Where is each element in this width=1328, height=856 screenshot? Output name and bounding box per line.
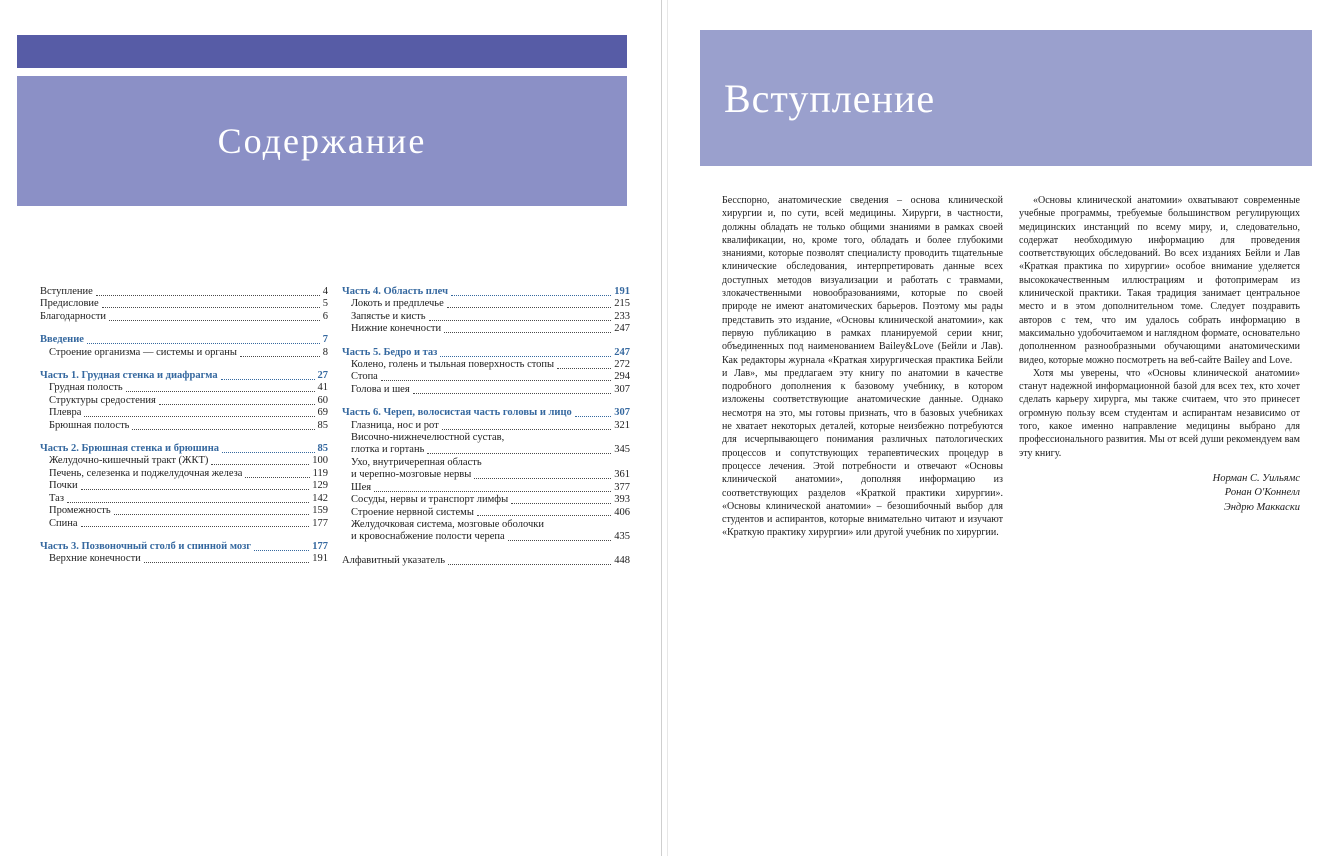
toc-page-number: 191 [614, 286, 630, 297]
toc-entry-label: Промежность [49, 505, 111, 517]
toc-page-number: 377 [614, 481, 630, 493]
toc-entry-label: Благодарности [40, 310, 107, 322]
toc-entry [342, 359, 630, 371]
toc-entry-label: Плевра [49, 407, 82, 419]
toc-page-number: 247 [614, 346, 630, 358]
toc-dot-leader [109, 320, 320, 321]
toc-entry-label: Шея [351, 481, 372, 493]
toc-dot-leader [222, 452, 314, 453]
contents-title: Содержание [217, 121, 427, 161]
toc-dot-leader [144, 562, 309, 563]
introduction-title: Вступление [724, 75, 936, 121]
toc-entry-label: глотка и гортань [351, 444, 425, 456]
signature-line: Эндрю Маккаски [1223, 501, 1300, 513]
toc-page-number: 27 [317, 370, 328, 382]
toc-entry-label: и черепно-мозговые нервы [351, 469, 472, 481]
toc-dot-leader [102, 307, 320, 308]
intro-column-1 [722, 194, 1003, 540]
paragraph: Хотя мы уверены, что «Основы клинической анатомии» станут надежной информационной базой для всех тех, кто хочет сделать карьеру хирурга, мы также считаем, что это принесет огромную пользу всем студентам и аспирантам независимо от того, какое именно направление медицины выбрано для профессионального развития. Мы от всей души рекомендуем вам эту книгу. [1019, 367, 1300, 459]
toc-entry-label: Грудная полость [49, 382, 123, 394]
toc-entry-label: Часть 4. Область плеч [342, 286, 449, 297]
toc-dot-leader [557, 368, 611, 369]
toc-page-number: 4 [322, 286, 328, 297]
toc-dot-leader [81, 489, 310, 490]
toc-dot-leader [429, 320, 612, 321]
toc-dot-leader [159, 404, 315, 405]
toc-dot-leader [477, 515, 611, 516]
toc-entry-label: Введение [40, 334, 84, 346]
toc-page-number: 406 [614, 506, 630, 518]
toc-spacer [342, 396, 630, 407]
toc-page-number: 247 [614, 323, 630, 335]
toc-entry-label: Локоть и предплечье [351, 298, 444, 310]
toc-entry-label: Часть 5. Бедро и таз [342, 346, 438, 358]
toc-page-number: 142 [312, 492, 328, 504]
toc-page-number: 159 [312, 505, 328, 517]
toc-entry-label: Желудочковая система, мозговые оболочки [351, 518, 544, 530]
toc-entry [342, 482, 630, 494]
toc-entry [40, 311, 328, 323]
toc-entry-label: Почки [49, 480, 78, 492]
toc-entry-label: Часть 1. Грудная стенка и диафрагма [40, 370, 218, 382]
toc-heading [342, 407, 630, 419]
toc-heading [40, 334, 328, 346]
toc-dot-leader [511, 503, 611, 504]
toc-page-number: 215 [614, 298, 630, 310]
introduction-banner [700, 30, 1312, 166]
toc-entry [342, 531, 630, 543]
toc-entry-label: Предисловие [40, 298, 99, 310]
toc-page-number: 129 [312, 480, 328, 492]
toc-entry-label: Колено, голень и тыльная поверхность стопы [351, 359, 555, 371]
toc-entry [342, 432, 630, 444]
toc-heading [342, 286, 630, 298]
table-of-contents [40, 286, 630, 567]
toc-entry-label: Строение нервной системы [351, 506, 474, 518]
toc-entry [40, 298, 328, 310]
introduction-page [668, 0, 1328, 856]
toc-entry [342, 519, 630, 531]
toc-entry [40, 286, 328, 298]
toc-page-number: 69 [317, 407, 328, 419]
toc-dot-leader [221, 379, 315, 380]
toc-entry [40, 468, 328, 480]
toc-dot-leader [448, 564, 611, 565]
toc-entry-label: Височно-нижнечелюстной сустав, [351, 432, 505, 444]
toc-entry [40, 455, 328, 467]
toc-entry-label: Структуры средостения [49, 394, 156, 406]
toc-dot-leader [451, 295, 611, 296]
toc-entry [40, 407, 328, 419]
toc-page-number: 321 [614, 419, 630, 431]
toc-dot-leader [81, 526, 310, 527]
toc-page-number: 233 [614, 310, 630, 322]
toc-page-number: 8 [322, 346, 328, 358]
toc-dot-leader [447, 307, 611, 308]
toc-page-number: 361 [614, 469, 630, 481]
toc-page-number: 5 [322, 298, 328, 310]
toc-entry-label: Часть 3. Позвоночный столб и спинной мозг [40, 540, 252, 552]
toc-page-number: 177 [312, 540, 328, 552]
contents-banner-top-strip [17, 35, 627, 68]
paragraph: Бесспорно, анатомические сведения – основа клинической хирургии и, по сути, всей медицины. Хирурги, в частности, должны обладать не только общими знаниями в рамках своей квалификации, но, кроме того, обладать и более глубокими знаниями, которые позволят специалисту проводить тщательные клинические обследования, интерпретировать данные всех доступных методов визуализации и работать с травмами, злокачественными новообразованиями, которые по своей природе не имеют анатомических барьеров. Поэтому мы рады представить это издание, «Основы клинической анатомии», как первую публикацию в рамках планируемой серии книг, объединенных под наименованием Bailey&Love (Бейли и Лав). Как редакторы журнала «Краткая хирургическая практика Бейли и Лав», мы предлагаем эту книгу по анатомии в качестве подробного дополнения к базовому учебнику, в котором изложены соответствующие анатомические данные. Однако несмотря на это, мы готовы признать, что в базовых учебниках не хватает некоторых деталей, которые неизбежно потребуются для исчерпывающего понимания различных патологических процессов и сопутствующих терапевтических процедур в процессе лечения. Этой потребности и отвечают «Основы клинической анатомии», дополняя информацию из соответствующих разделов «Краткой практики хирургии». «Основы клинической анатомии» – безошибочный выбор для студентов и аспирантов, которые внимательно читают и изучают «Краткую практику хирургии» или другой учебник по хирургии. [722, 195, 1003, 539]
toc-page-number: 85 [317, 443, 328, 455]
toc-dot-leader [442, 429, 612, 430]
toc-dot-leader [413, 393, 612, 394]
page-gutter-line [661, 0, 662, 856]
toc-heading [342, 347, 630, 359]
toc-page-number: 448 [614, 554, 630, 566]
toc-entry [342, 494, 630, 506]
toc-entry [342, 311, 630, 323]
toc-entry [342, 371, 630, 383]
toc-dot-leader [211, 464, 309, 465]
signature-line: Ронан О'Коннелл [1224, 487, 1300, 499]
toc-entry [342, 507, 630, 519]
toc-entry-label: Часть 6. Череп, волосистая часть головы и лицо [342, 407, 572, 419]
toc-dot-leader [381, 380, 611, 381]
toc-entry [40, 347, 328, 359]
toc-entry-label: Спина [49, 517, 78, 529]
toc-entry [40, 493, 328, 505]
toc-dot-leader [67, 502, 309, 503]
toc-heading [40, 443, 328, 455]
toc-entry-label: Верхние конечности [49, 553, 141, 565]
toc-page-number: 191 [312, 553, 328, 565]
intro-column-2 [1019, 194, 1300, 540]
signature-line: Норман С. Уильямс [1212, 472, 1300, 484]
authors-signature [1019, 472, 1300, 516]
toc-spacer [40, 530, 328, 541]
toc-page-number: 6 [322, 310, 328, 322]
toc-entry-label: Сосуды, нервы и транспорт лимфы [351, 494, 509, 506]
contents-page [0, 0, 662, 856]
toc-spacer [40, 359, 328, 370]
toc-entry [342, 555, 630, 567]
toc-dot-leader [84, 416, 314, 417]
toc-heading [40, 541, 328, 553]
toc-dot-leader [575, 416, 611, 417]
toc-column-right [342, 286, 630, 567]
toc-entry-label: Желудочно-кишечный тракт (ЖКТ) [49, 455, 209, 467]
toc-entry-label: Ухо, внутричерепная область [351, 456, 482, 468]
toc-page-number: 272 [614, 359, 630, 371]
toc-dot-leader [114, 514, 310, 515]
toc-dot-leader [254, 550, 309, 551]
toc-entry [40, 553, 328, 565]
toc-entry-label: Строение организма — системы и органы [49, 346, 237, 358]
toc-dot-leader [440, 356, 611, 357]
toc-entry-label: Брюшная полость [49, 419, 130, 431]
toc-dot-leader [444, 332, 611, 333]
toc-dot-leader [132, 429, 314, 430]
toc-entry [342, 444, 630, 456]
toc-entry [342, 469, 630, 481]
toc-entry [40, 382, 328, 394]
toc-entry-label: Запястье и кисть [351, 310, 426, 322]
toc-entry-label: Алфавитный указатель [342, 554, 446, 566]
toc-entry [342, 323, 630, 335]
toc-spacer [40, 432, 328, 443]
toc-dot-leader [87, 343, 320, 344]
toc-dot-leader [240, 356, 320, 357]
toc-page-number: 60 [317, 394, 328, 406]
toc-page-number: 177 [312, 517, 328, 529]
toc-page-number: 294 [614, 371, 630, 383]
toc-dot-leader [96, 295, 320, 296]
introduction-body [722, 194, 1300, 540]
toc-page-number: 119 [312, 467, 328, 479]
toc-entry [342, 384, 630, 396]
toc-entry [40, 480, 328, 492]
toc-entry-label: Часть 2. Брюшная стенка и брюшина [40, 443, 220, 455]
toc-entry [342, 457, 630, 469]
toc-spacer [40, 323, 328, 334]
toc-entry [40, 395, 328, 407]
toc-entry-label: Таз [49, 492, 64, 504]
toc-entry-label: и кровоснабжение полости черепа [351, 531, 505, 543]
toc-entry-label: Голова и шея [351, 383, 410, 395]
toc-entry [40, 420, 328, 432]
toc-column-left [40, 286, 328, 567]
toc-spacer [342, 336, 630, 347]
toc-page-number: 307 [614, 407, 630, 419]
toc-heading [40, 370, 328, 382]
toc-spacer [342, 544, 630, 555]
toc-dot-leader [374, 491, 611, 492]
toc-entry-label: Нижние конечности [351, 323, 442, 335]
toc-page-number: 41 [317, 382, 328, 394]
toc-entry-label: Глазница, нос и рот [351, 419, 439, 431]
toc-dot-leader [474, 478, 611, 479]
toc-page-number: 85 [317, 419, 328, 431]
toc-page-number: 393 [614, 494, 630, 506]
toc-entry [342, 420, 630, 432]
toc-entry-label: Вступление [40, 286, 93, 297]
toc-entry [40, 518, 328, 530]
toc-page-number: 435 [614, 531, 630, 543]
toc-page-number: 307 [614, 383, 630, 395]
contents-banner [17, 76, 627, 206]
toc-entry-label: Печень, селезенка и поджелудочная железа [49, 467, 243, 479]
toc-entry-label: Стопа [351, 371, 378, 383]
toc-dot-leader [245, 477, 309, 478]
toc-entry [40, 505, 328, 517]
toc-dot-leader [427, 453, 611, 454]
toc-page-number: 100 [312, 455, 328, 467]
toc-entry [342, 298, 630, 310]
toc-page-number: 345 [614, 444, 630, 456]
toc-dot-leader [508, 540, 612, 541]
toc-dot-leader [126, 391, 315, 392]
toc-page-number: 7 [322, 334, 328, 346]
paragraph: «Основы клинической анатомии» охватывают современные учебные программы, требуемые большинством регулирующих медицинских инстанций по всему миру, и, следовательно, содержат необходимую информацию для проведения соответствующих обследований. Во всех изданиях Бейли и Лав «Краткая практика по хирургии» особое внимание уделяется высококачественным иллюстрациям и фотопримерам из клинической практики. Такая традиция занимает центральное место и в этом дополнительном томе. Следует поздравить авторов с тем, что им удалось собрать информацию в максимально удобочитаемом и наглядном формате, основательно дополненном разнообразными обучающими анатомическими видео, которые можно посмотреть на веб-сайте Bailey and Love. [1019, 195, 1300, 366]
